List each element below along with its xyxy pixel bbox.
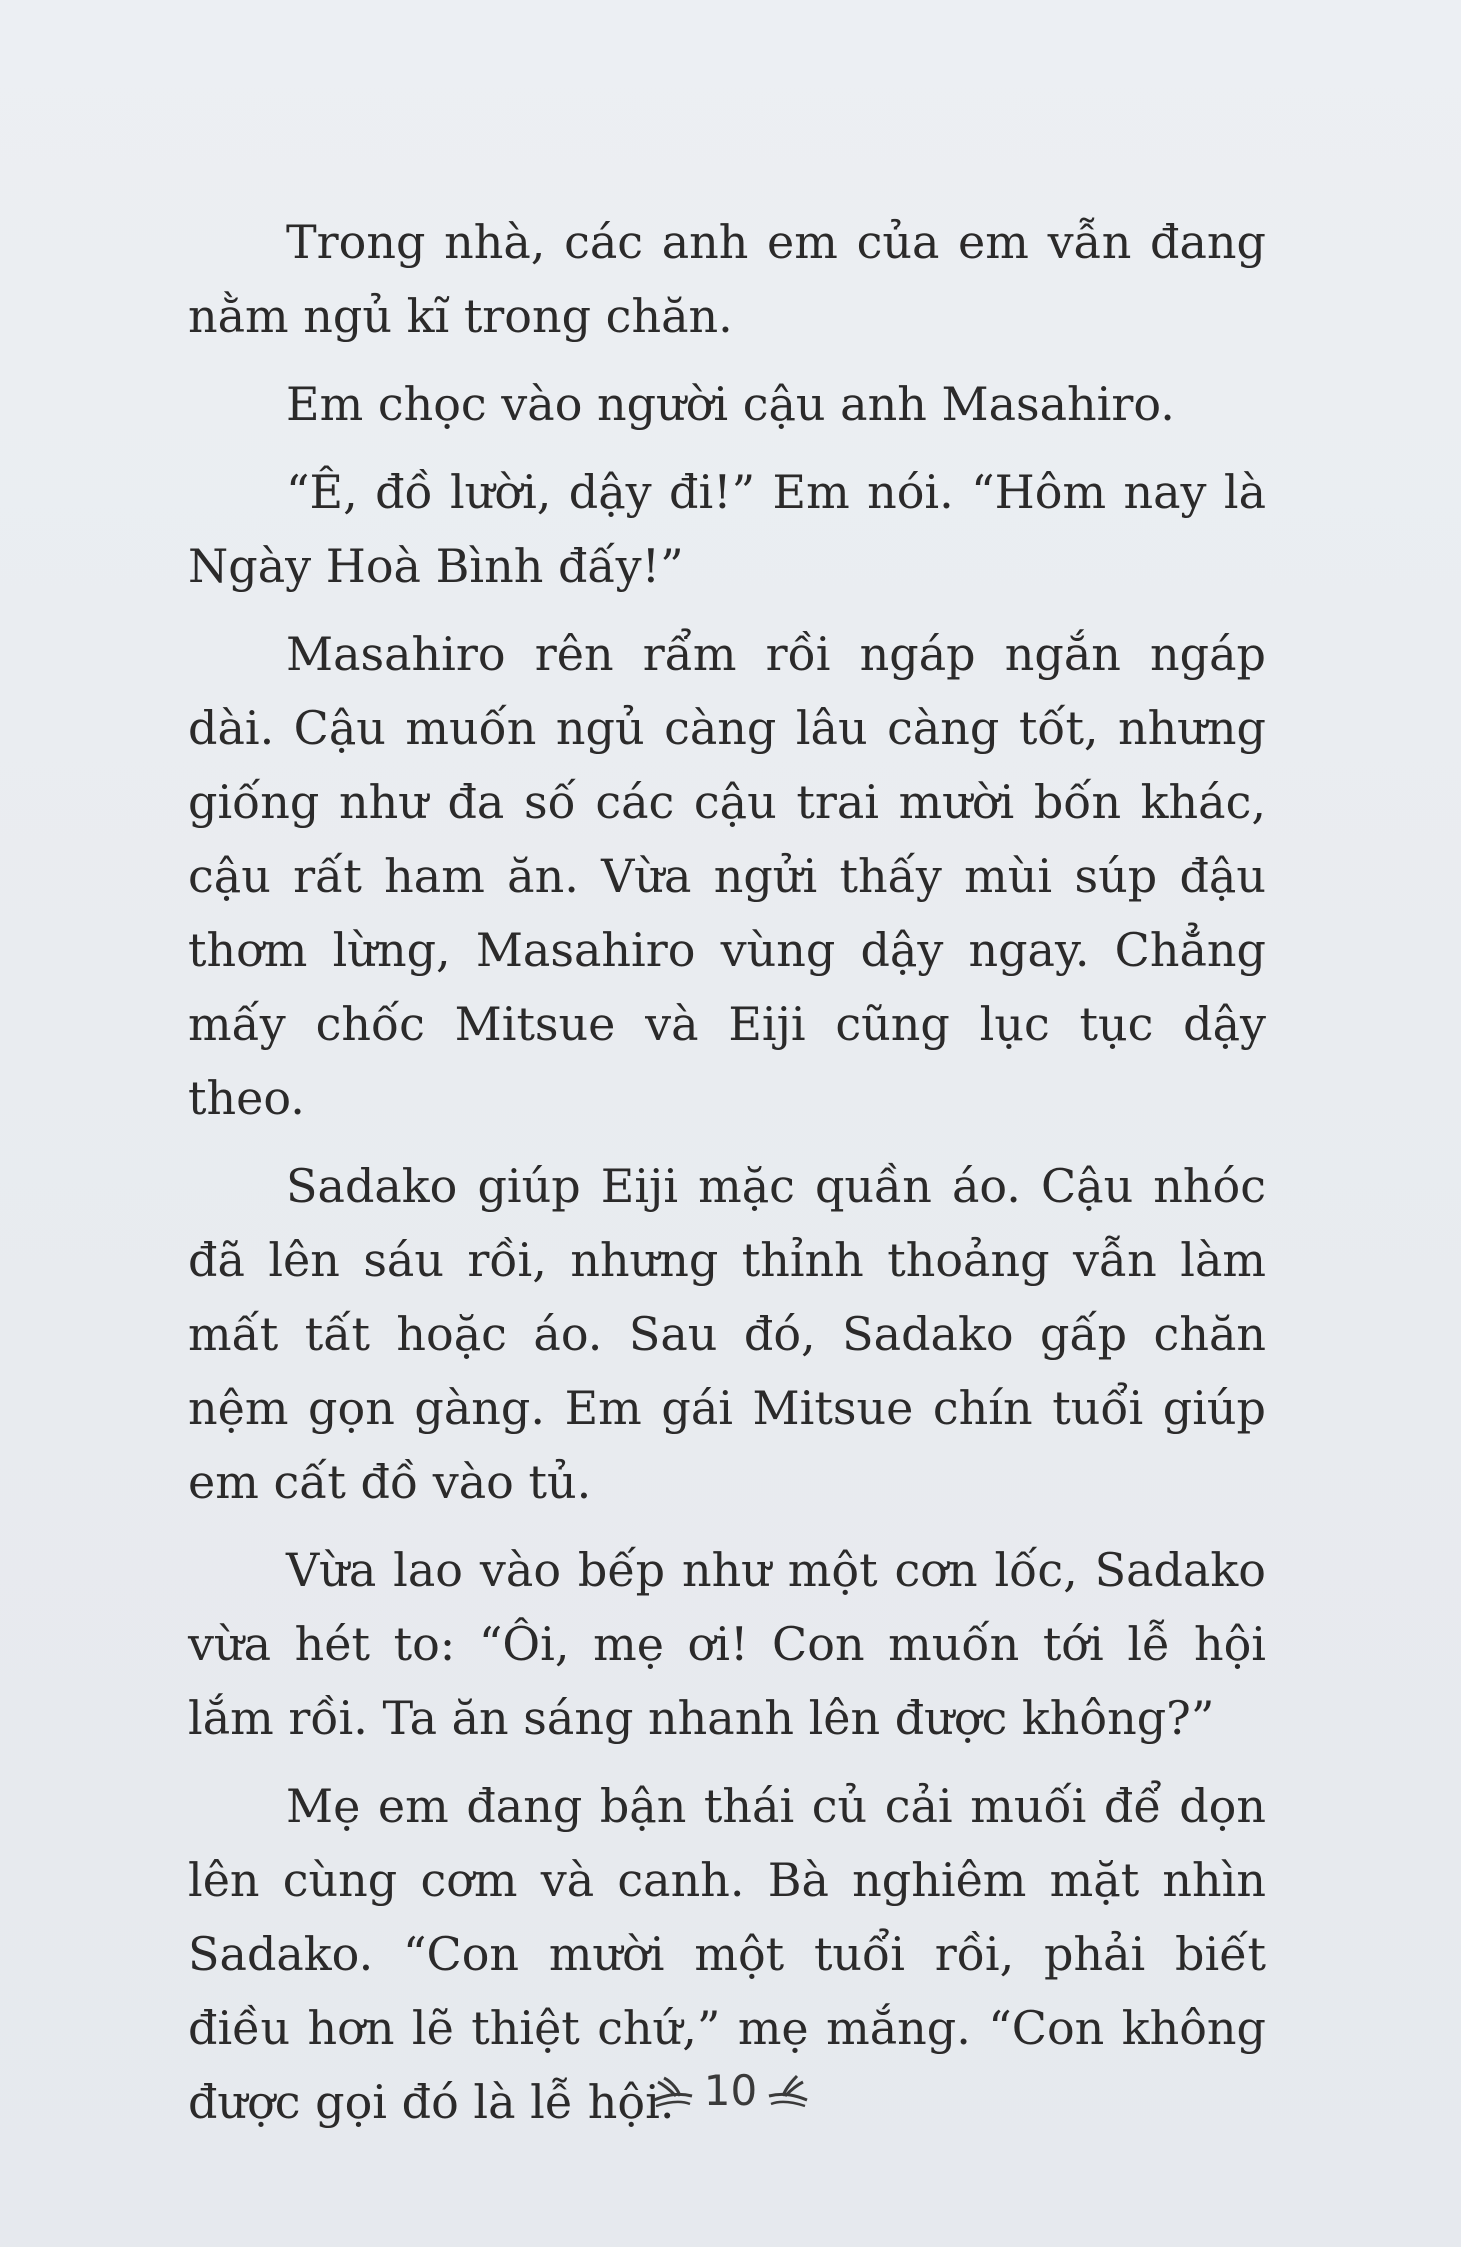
paragraph-2: Em chọc vào người cậu anh Masahiro. [286,377,1175,431]
body-text [188,205,1266,2153]
paragraph-7: Mẹ em đang bận thái củ cải muối để dọn lên cùng cơm và canh. Bà nghiêm mặt nhìn Sadako. “Con mười một tuổi rồi, phải biết điều hơn lẽ thiệt chứ,” mẹ mắng. “Con không được gọi đó là lễ hội. [188,1779,1266,2129]
paragraph-6: Vừa lao vào bếp như một cơn lốc, Sadako vừa hét to: “Ôi, mẹ ơi! Con muốn tới lễ hội lắm rồi. Ta ăn sáng nhanh lên được không?” [188,1543,1266,1745]
paragraph-5: Sadako giúp Eiji mặc quần áo. Cậu nhóc đã lên sáu rồi, nhưng thỉnh thoảng vẫn làm mất tất hoặc áo. Sau đó, Sadako gấp chăn nệm gọn gàng. Em gái Mitsue chín tuổi giúp em cất đồ vào tủ. [188,1159,1266,1509]
leaf-ornament-left-icon [650,2070,696,2110]
page-number: 10 [703,2065,758,2115]
leaf-ornament-right-icon [765,2070,811,2110]
page-footer [0,2055,1461,2125]
paragraph-4: Masahiro rên rẩm rồi ngáp ngắn ngáp dài. Cậu muốn ngủ càng lâu càng tốt, nhưng giống như đa số các cậu trai mười bốn khác, cậu rất ham ăn. Vừa ngửi thấy mùi súp đậu thơm lừng, Masahiro vùng dậy ngay. Chẳng mấy chốc Mitsue và Eiji cũng lục tục dậy theo. [188,627,1266,1125]
paragraph-1: Trong nhà, các anh em của em vẫn đang nằm ngủ kĩ trong chăn. [188,215,1266,343]
paragraph-3: “Ê, đồ lười, dậy đi!” Em nói. “Hôm nay là Ngày Hoà Bình đấy!” [188,465,1266,593]
